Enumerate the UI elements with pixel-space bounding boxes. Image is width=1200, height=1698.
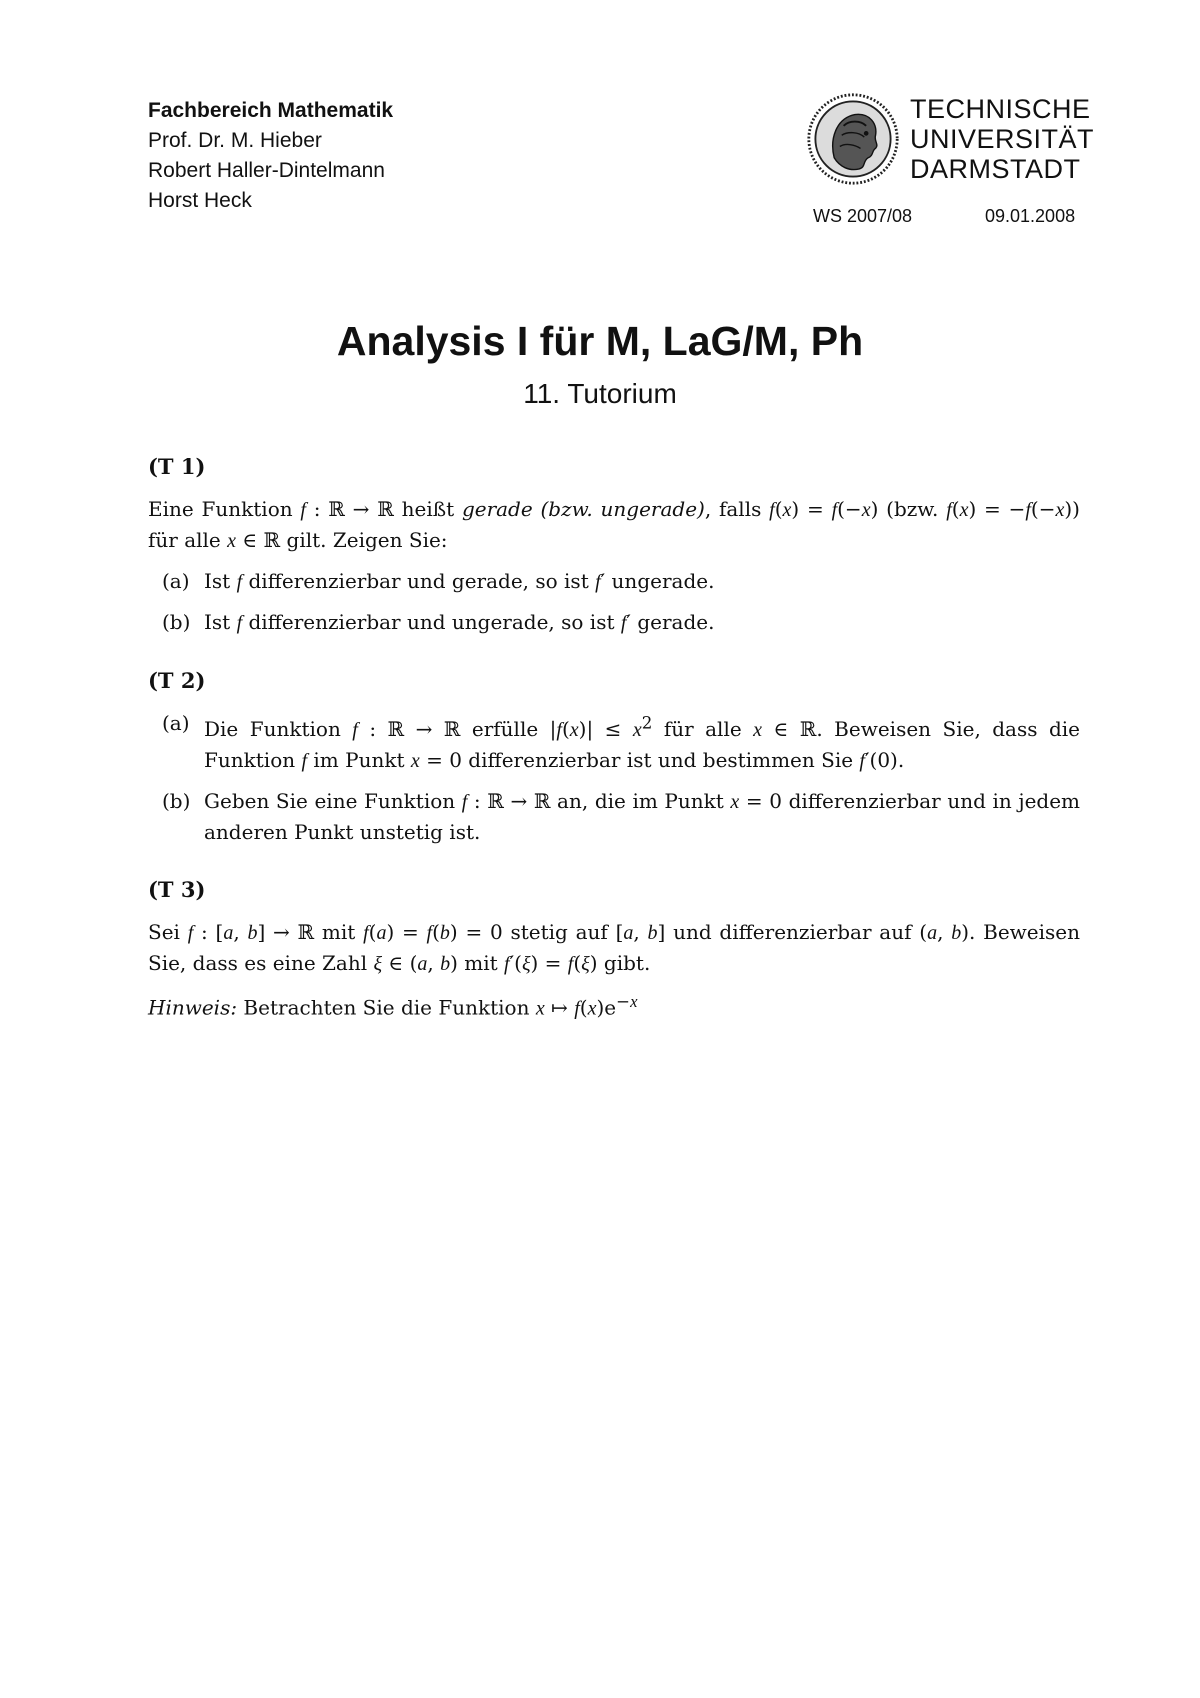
list-item — [148, 708, 1080, 776]
university-name — [910, 94, 1094, 184]
item-text: Die Funktion f : ℝ → ℝ erfülle $|f(x)| \le x^2$ für alle x ∈ ℝ. Beweisen Sie, dass die Funktion f im Punkt x = 0 differenzierbar ist und bestimmen Sie f′(0). — [204, 713, 1080, 772]
exercise-content — [148, 452, 1080, 1023]
task-t3-label: (T 3) — [148, 876, 206, 902]
task-t1-intro: Eine Funktion f : ℝ → ℝ heißt gerade (bzw. ungerade), falls f(x) = f(−x) (bzw. f(x) = −f(−x)) für alle x ∈ ℝ gilt. Zeigen Sie: — [148, 497, 1080, 552]
document-subtitle: 11. Tutorium — [523, 378, 677, 409]
semester: WS 2007/08 — [813, 206, 913, 226]
list-item — [148, 786, 1080, 847]
task-t2-label: (T 2) — [148, 668, 206, 693]
task-t1 — [148, 452, 1080, 638]
department-name: Fachbereich Mathematik — [148, 99, 394, 122]
author-2: Robert Haller-Dintelmann — [148, 159, 385, 182]
item-text: Ist f differenzierbar und gerade, so ist f′ ungerade. — [204, 569, 715, 593]
item-label: (a) — [162, 711, 190, 735]
item-label: (b) — [162, 788, 191, 813]
university-seal-icon — [806, 92, 900, 186]
university-line-2: UNIVERSITÄT — [910, 124, 1095, 154]
task-t1-label: (T 1) — [148, 454, 206, 479]
task-t2 — [148, 666, 1080, 847]
university-line-3: DARMSTADT — [910, 154, 1081, 184]
sheet-date: 09.01.2008 — [985, 206, 1076, 226]
task-t2-items — [148, 708, 1080, 847]
item-label: (a) — [162, 569, 190, 593]
university-line-1: TECHNISCHE — [910, 94, 1091, 124]
task-t3-text: Sei f : [a, b] → ℝ mit f(a) = f(b) = 0 stetig auf [a, b] und differenzierbar auf (a, b). Beweisen Sie, dass es eine Zahl ξ ∈ (a, b) mit f′(ξ) = f(ξ) gibt. — [148, 919, 1080, 975]
task-t3-hint: Hinweis: Betrachten Sie die Funktion x ↦ $f(x)e^{-x}$ — [148, 991, 638, 1020]
department-block — [148, 96, 393, 216]
list-item — [148, 607, 1080, 638]
list-item — [148, 566, 1080, 597]
author-1: Prof. Dr. M. Hieber — [148, 129, 322, 152]
author-3: Horst Heck — [148, 189, 252, 212]
document-title: Analysis I für M, LaG/M, Ph — [336, 318, 864, 364]
task-t1-items — [148, 566, 1080, 638]
item-label: (b) — [162, 610, 191, 634]
item-text: Ist f differenzierbar und ungerade, so ist f′ gerade. — [204, 610, 715, 634]
task-t3 — [148, 875, 1080, 1024]
item-text: Geben Sie eine Funktion f : ℝ → ℝ an, die im Punkt x = 0 differenzierbar und in jedem anderen Punkt unstetig ist. — [204, 788, 1081, 844]
